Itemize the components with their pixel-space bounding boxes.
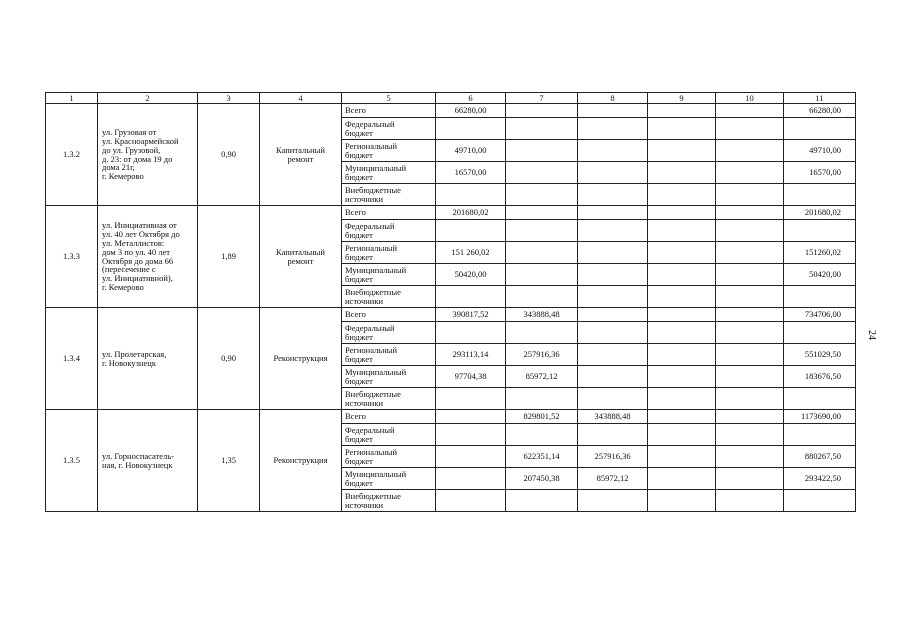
value-cell-col10 [716,104,784,118]
value-cell-col7 [506,140,578,162]
value-cell-col10 [716,264,784,286]
value-cell-col6 [436,446,506,468]
object-address: ул. Грузовая от ул. Красноармейской до ул. Грузовой, д. 23: от дома 19 до дома 21г, г. Кемерово [98,104,198,206]
value-cell-col9 [648,446,716,468]
value-cell-col6 [436,118,506,140]
value-cell-col9 [648,308,716,322]
value-cell-total: 1173690,00 [784,410,856,424]
value-cell-col10 [716,184,784,206]
value-cell-col7 [506,220,578,242]
table-row [46,104,856,118]
value-cell-total: 293422,50 [784,468,856,490]
value-cell-col9 [648,162,716,184]
work-type: Капитальный ремонт [260,104,342,206]
funding-source-label: Муниципальный бюджет [342,468,436,490]
value-cell-col10 [716,206,784,220]
funding-source-label: Внебюджетные источники [342,388,436,410]
value-cell-col10 [716,308,784,322]
funding-source-label: Внебюджетные источники [342,490,436,512]
value-cell-total [784,220,856,242]
value-cell-col7 [506,424,578,446]
funding-source-label: Федеральный бюджет [342,220,436,242]
funding-source-label: Муниципальный бюджет [342,264,436,286]
value-cell-col6 [436,490,506,512]
column-number: 5 [342,93,436,104]
value-cell-total: 734706,00 [784,308,856,322]
value-cell-col7: 343888,48 [506,308,578,322]
value-cell-col9 [648,490,716,512]
value-cell-total: 183676,50 [784,366,856,388]
column-number: 11 [784,93,856,104]
funding-source-label: Всего [342,104,436,118]
value-cell-col6: 293113,14 [436,344,506,366]
value-cell-col6 [436,322,506,344]
value-cell-col7 [506,286,578,308]
value-cell-col10 [716,446,784,468]
value-cell-col10 [716,410,784,424]
value-cell-total [784,322,856,344]
value-cell-total: 50420,00 [784,264,856,286]
value-cell-total: 66280,00 [784,104,856,118]
value-cell-col8 [578,322,648,344]
work-type: Реконструкция [260,410,342,512]
value-cell-col10 [716,140,784,162]
value-cell-total: 880267,50 [784,446,856,468]
value-cell-col8 [578,118,648,140]
funding-source-label: Федеральный бюджет [342,322,436,344]
value-cell-col9 [648,322,716,344]
value-cell-col10 [716,344,784,366]
value-cell-col8 [578,286,648,308]
work-type: Капитальный ремонт [260,206,342,308]
object-length: 1,89 [198,206,260,308]
value-cell-col9 [648,118,716,140]
value-cell-col8 [578,308,648,322]
value-cell-col9 [648,140,716,162]
value-cell-col7 [506,264,578,286]
value-cell-col7 [506,184,578,206]
value-cell-col10 [716,242,784,264]
value-cell-total [784,286,856,308]
value-cell-total [784,424,856,446]
object-address: ул. Пролетарская, г. Новокузнецк [98,308,198,410]
value-cell-col9 [648,104,716,118]
value-cell-col6 [436,286,506,308]
value-cell-col8 [578,220,648,242]
value-cell-col7 [506,206,578,220]
value-cell-total: 551029,50 [784,344,856,366]
value-cell-col8 [578,184,648,206]
value-cell-col7 [506,104,578,118]
funding-source-label: Региональный бюджет [342,242,436,264]
value-cell-col9 [648,366,716,388]
object-length: 0,90 [198,308,260,410]
value-cell-col8 [578,388,648,410]
item-number: 1.3.2 [46,104,98,206]
value-cell-col6: 66280,00 [436,104,506,118]
value-cell-total [784,118,856,140]
value-cell-col10 [716,220,784,242]
table-row [46,410,856,424]
value-cell-col6: 16570,00 [436,162,506,184]
value-cell-col10 [716,118,784,140]
funding-source-label: Внебюджетные источники [342,286,436,308]
value-cell-col9 [648,206,716,220]
funding-source-label: Региональный бюджет [342,140,436,162]
value-cell-col9 [648,424,716,446]
value-cell-total: 16570,00 [784,162,856,184]
value-cell-col9 [648,344,716,366]
column-number: 9 [648,93,716,104]
column-number: 6 [436,93,506,104]
page-number: 24 [866,330,877,340]
value-cell-total [784,388,856,410]
table-body [46,93,856,512]
funding-source-label: Муниципальный бюджет [342,162,436,184]
value-cell-col7 [506,490,578,512]
value-cell-col6: 50420,00 [436,264,506,286]
value-cell-col6: 390817,52 [436,308,506,322]
value-cell-col8 [578,264,648,286]
value-cell-col10 [716,286,784,308]
value-cell-col6 [436,410,506,424]
value-cell-col8 [578,104,648,118]
value-cell-col7: 622351,14 [506,446,578,468]
table-row [46,308,856,322]
value-cell-col10 [716,322,784,344]
item-number: 1.3.4 [46,308,98,410]
value-cell-col9 [648,286,716,308]
value-cell-col9 [648,468,716,490]
object-length: 1,35 [198,410,260,512]
work-type: Реконструкция [260,308,342,410]
value-cell-total: 201680,02 [784,206,856,220]
funding-source-label: Муниципальный бюджет [342,366,436,388]
value-cell-col10 [716,424,784,446]
column-number: 2 [98,93,198,104]
value-cell-col7 [506,162,578,184]
funding-source-label: Всего [342,410,436,424]
column-number: 10 [716,93,784,104]
value-cell-col9 [648,242,716,264]
value-cell-col9 [648,184,716,206]
value-cell-col6 [436,468,506,490]
value-cell-total [784,184,856,206]
value-cell-total: 151260,02 [784,242,856,264]
value-cell-col9 [648,264,716,286]
item-number: 1.3.5 [46,410,98,512]
object-address: ул. Горноспасатель- ная, г. Новокузнецк [98,410,198,512]
value-cell-col6: 151 260,02 [436,242,506,264]
item-number: 1.3.3 [46,206,98,308]
value-cell-col8 [578,344,648,366]
value-cell-col6 [436,184,506,206]
value-cell-col10 [716,388,784,410]
funding-source-label: Внебюджетные источники [342,184,436,206]
column-number: 3 [198,93,260,104]
funding-source-label: Всего [342,308,436,322]
value-cell-col10 [716,366,784,388]
column-number: 8 [578,93,648,104]
funding-source-label: Региональный бюджет [342,344,436,366]
funding-source-label: Всего [342,206,436,220]
value-cell-col6 [436,388,506,410]
value-cell-col7: 257916,36 [506,344,578,366]
value-cell-col7 [506,242,578,264]
value-cell-col8 [578,424,648,446]
value-cell-total: 49710,00 [784,140,856,162]
value-cell-col10 [716,468,784,490]
funding-table [45,92,856,512]
column-number: 4 [260,93,342,104]
value-cell-col8 [578,206,648,220]
value-cell-col6: 49710,00 [436,140,506,162]
value-cell-col7 [506,118,578,140]
value-cell-col6: 97704,38 [436,366,506,388]
value-cell-col8: 343888,48 [578,410,648,424]
value-cell-col6: 201680,02 [436,206,506,220]
value-cell-col8 [578,140,648,162]
funding-source-label: Федеральный бюджет [342,118,436,140]
funding-source-label: Региональный бюджет [342,446,436,468]
value-cell-col8 [578,490,648,512]
value-cell-total [784,490,856,512]
value-cell-col7 [506,388,578,410]
value-cell-col6 [436,424,506,446]
object-address: ул. Инициативная от ул. 40 лет Октября до ул. Металлистов: дом 3 по ул. 40 лет Октября до дома 66 (пересечение с ул. Инициативной), г. Кемерово [98,206,198,308]
value-cell-col8: 85972,12 [578,468,648,490]
value-cell-col10 [716,490,784,512]
value-cell-col8 [578,242,648,264]
value-cell-col6 [436,220,506,242]
column-number: 1 [46,93,98,104]
value-cell-col8 [578,162,648,184]
value-cell-col7: 85972,12 [506,366,578,388]
value-cell-col7: 207450,38 [506,468,578,490]
object-length: 0,90 [198,104,260,206]
value-cell-col10 [716,162,784,184]
value-cell-col9 [648,410,716,424]
column-number: 7 [506,93,578,104]
value-cell-col7: 829801,52 [506,410,578,424]
value-cell-col9 [648,388,716,410]
value-cell-col8 [578,366,648,388]
value-cell-col9 [648,220,716,242]
column-number-row [46,93,856,104]
value-cell-col7 [506,322,578,344]
table-row [46,206,856,220]
value-cell-col8: 257916,36 [578,446,648,468]
funding-source-label: Федеральный бюджет [342,424,436,446]
